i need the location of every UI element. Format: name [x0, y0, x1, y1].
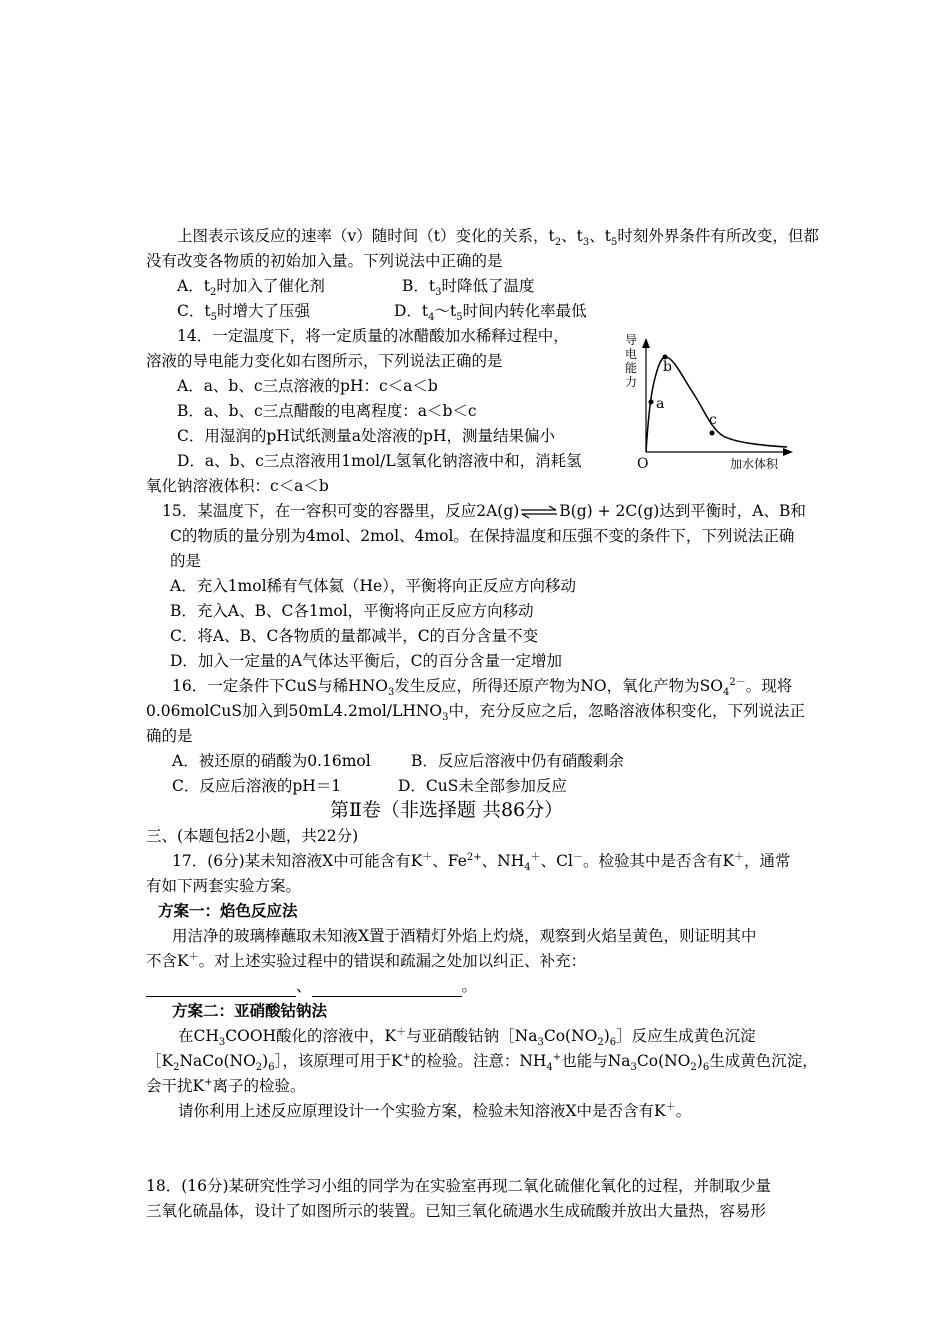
plan-1-title: 方案一：焰色反应法 [158, 901, 298, 920]
point-a [649, 400, 654, 405]
q14-option-d-line-2: 氧化钠溶液体积：c＜a＜b [146, 477, 329, 495]
q14-option-d-line-1: D．a、b、c三点溶液用1mol/L氢氧化钠溶液中和，消耗氢 [177, 452, 582, 470]
q16-option-b: B．反应后溶液中仍有硝酸剩余 [411, 752, 624, 770]
q13-option-a: A．$t_2$时加入了催化剂 [177, 277, 325, 299]
q14-stem-line-1: 14．一定温度下，将一定质量的冰醋酸加水稀释过程中， [177, 327, 569, 345]
plan-1-line-2: 不含K＋。对上述实验过程中的错误和疏漏之处加以纠正、补充： [146, 951, 587, 970]
intro-line-2: 没有改变各物质的初始加入量。下列说法中正确的是 [146, 252, 503, 270]
x-axis-arrow [783, 448, 793, 456]
y-axis-label-2: 电 [625, 347, 638, 361]
q15-stem-line-3: 的是 [170, 552, 202, 570]
point-a-label: a [656, 396, 665, 412]
q13-option-b: B．$t_3$时降低了温度 [402, 277, 535, 299]
y-axis-label-1: 导 [625, 333, 638, 347]
q13-option-d: D．$t_4\sim t_5$时间内转化率最低 [394, 302, 587, 324]
plan-2-title: 方案二：亚硝酸钴钠法 [172, 1001, 328, 1020]
point-c-label: c [709, 412, 717, 428]
q17-stem-line-2: 有如下两套实验方案。 [146, 877, 302, 895]
answer-blank-1[interactable] [146, 980, 296, 997]
q16-option-a: A．被还原的硝酸为0.16mol [172, 752, 371, 770]
q13-option-c: C．$t_5$时增大了压强 [177, 302, 310, 324]
q14-option-c: C．用湿润的pH试纸测量a处溶液的pH，测量结果偏小 [177, 427, 555, 445]
q18-stem-line-1: 18．(16分)某研究性学习小组的同学为在实验室再现二氧化硫催化氧化的过程，并制取少量 [146, 1177, 772, 1195]
q16-option-d: D．CuS未全部参加反应 [398, 777, 567, 795]
origin-label: O [637, 456, 649, 472]
x-axis-label: 加水体积 [730, 457, 779, 471]
plan-2-line-1: 在$CH_3COOH$酸化的溶液中，K＋与亚硝酸钴钠$[Na_3Co(NO_2)_6]$反应生成黄色沉淀 [178, 1026, 756, 1049]
q17-stem-line-1: 17．(6分)某未知溶液X中可能含有K＋、$Fe^{2+}$、$NH_4^+$、Cl－。检验其中是否含有K＋，通常 [172, 851, 791, 874]
equilibrium-arrow-icon [519, 505, 559, 519]
point-c [710, 431, 715, 436]
q14-option-b: B．a、b、c三点醋酸的电离程度：a＜b＜c [177, 402, 477, 420]
q15-option-b: B．充入A、B、C各1mol，平衡将向正反应方向移动 [170, 602, 534, 620]
y-axis-arrow [642, 338, 650, 348]
plan-2-line-4: 请你利用上述反应原理设计一个实验方案，检验未知溶液X中是否含有K＋。 [178, 1101, 692, 1120]
part-2-title: 第Ⅱ卷（非选择题 共86分） [330, 799, 564, 821]
conductivity-chart [615, 330, 795, 475]
plan-2-line-2: $[K_2NaCo(NO_2)_6]$，该原理可用于K+的检验。注意：$NH_4^+$也能与$Na_3Co(NO_2)_6$生成黄色沉淀， [146, 1051, 818, 1074]
q14-option-a: A．a、b、c三点溶液的pH：c＜a＜b [177, 377, 438, 395]
y-axis-label-3: 能 [625, 361, 638, 375]
plan-1-answer-line: 、 。 [146, 975, 477, 997]
q18-stem-line-2: 三氧化硫晶体，设计了如图所示的装置。已知三氧化硫遇水生成硫酸并放出大量热，容易形 [146, 1202, 767, 1220]
q15-option-d: D．加入一定量的A气体达平衡后，C的百分含量一定增加 [170, 652, 562, 670]
q15-stem-line-2: C的物质的量分别为4mol、2mol、4mol。在保持温度和压强不变的条件下，下列说法正确 [170, 527, 795, 545]
plan-1-line-1: 用洁净的玻璃棒蘸取未知液X置于酒精灯外焰上灼烧，观察到火焰呈黄色，则证明其中 [172, 927, 757, 945]
q16-option-c: C．反应后溶液的pH＝1 [172, 777, 342, 795]
answer-blank-2[interactable] [312, 980, 462, 997]
q16-stem-line-3: 确的是 [146, 727, 193, 745]
intro-line-1: 上图表示该反应的速率（v）随时间（t）变化的关系，$t_2$、$t_3$、$t_5$时刻外界条件有所改变，但都 [177, 227, 819, 249]
q15-option-c: C．将A、B、C各物质的量都减半，C的百分含量不变 [170, 627, 539, 645]
q16-stem-line-1: 16．一定条件下CuS与稀$HNO_3$发生反应，所得还原产物为NO，氧化产物为$SO_4^{2-}$。现将 [172, 676, 793, 699]
q16-stem-line-2: 0.06molCuS加入到$50mL4.2mol/LHNO_3$中，充分反应之后，忽略溶液体积变化，下列说法正 [146, 702, 806, 724]
q15-option-a: A．充入1mol稀有气体氦（He），平衡将向正反应方向移动 [170, 577, 576, 595]
section-3-heading: 三、(本题包括2小题，共22分) [146, 827, 359, 845]
q15-stem-line-1: 15．某温度下，在一容积可变的容器里，反应2A(g) B(g) + 2C(g)达到平衡时，A、B和 [162, 502, 806, 520]
point-b-label: b [663, 359, 672, 375]
q14-stem-line-2: 溶液的导电能力变化如右图所示，下列说法正确的是 [146, 352, 503, 370]
y-axis-label-4: 力 [625, 375, 638, 389]
plan-2-line-3: 会干扰K+离子的检验。 [146, 1076, 306, 1095]
